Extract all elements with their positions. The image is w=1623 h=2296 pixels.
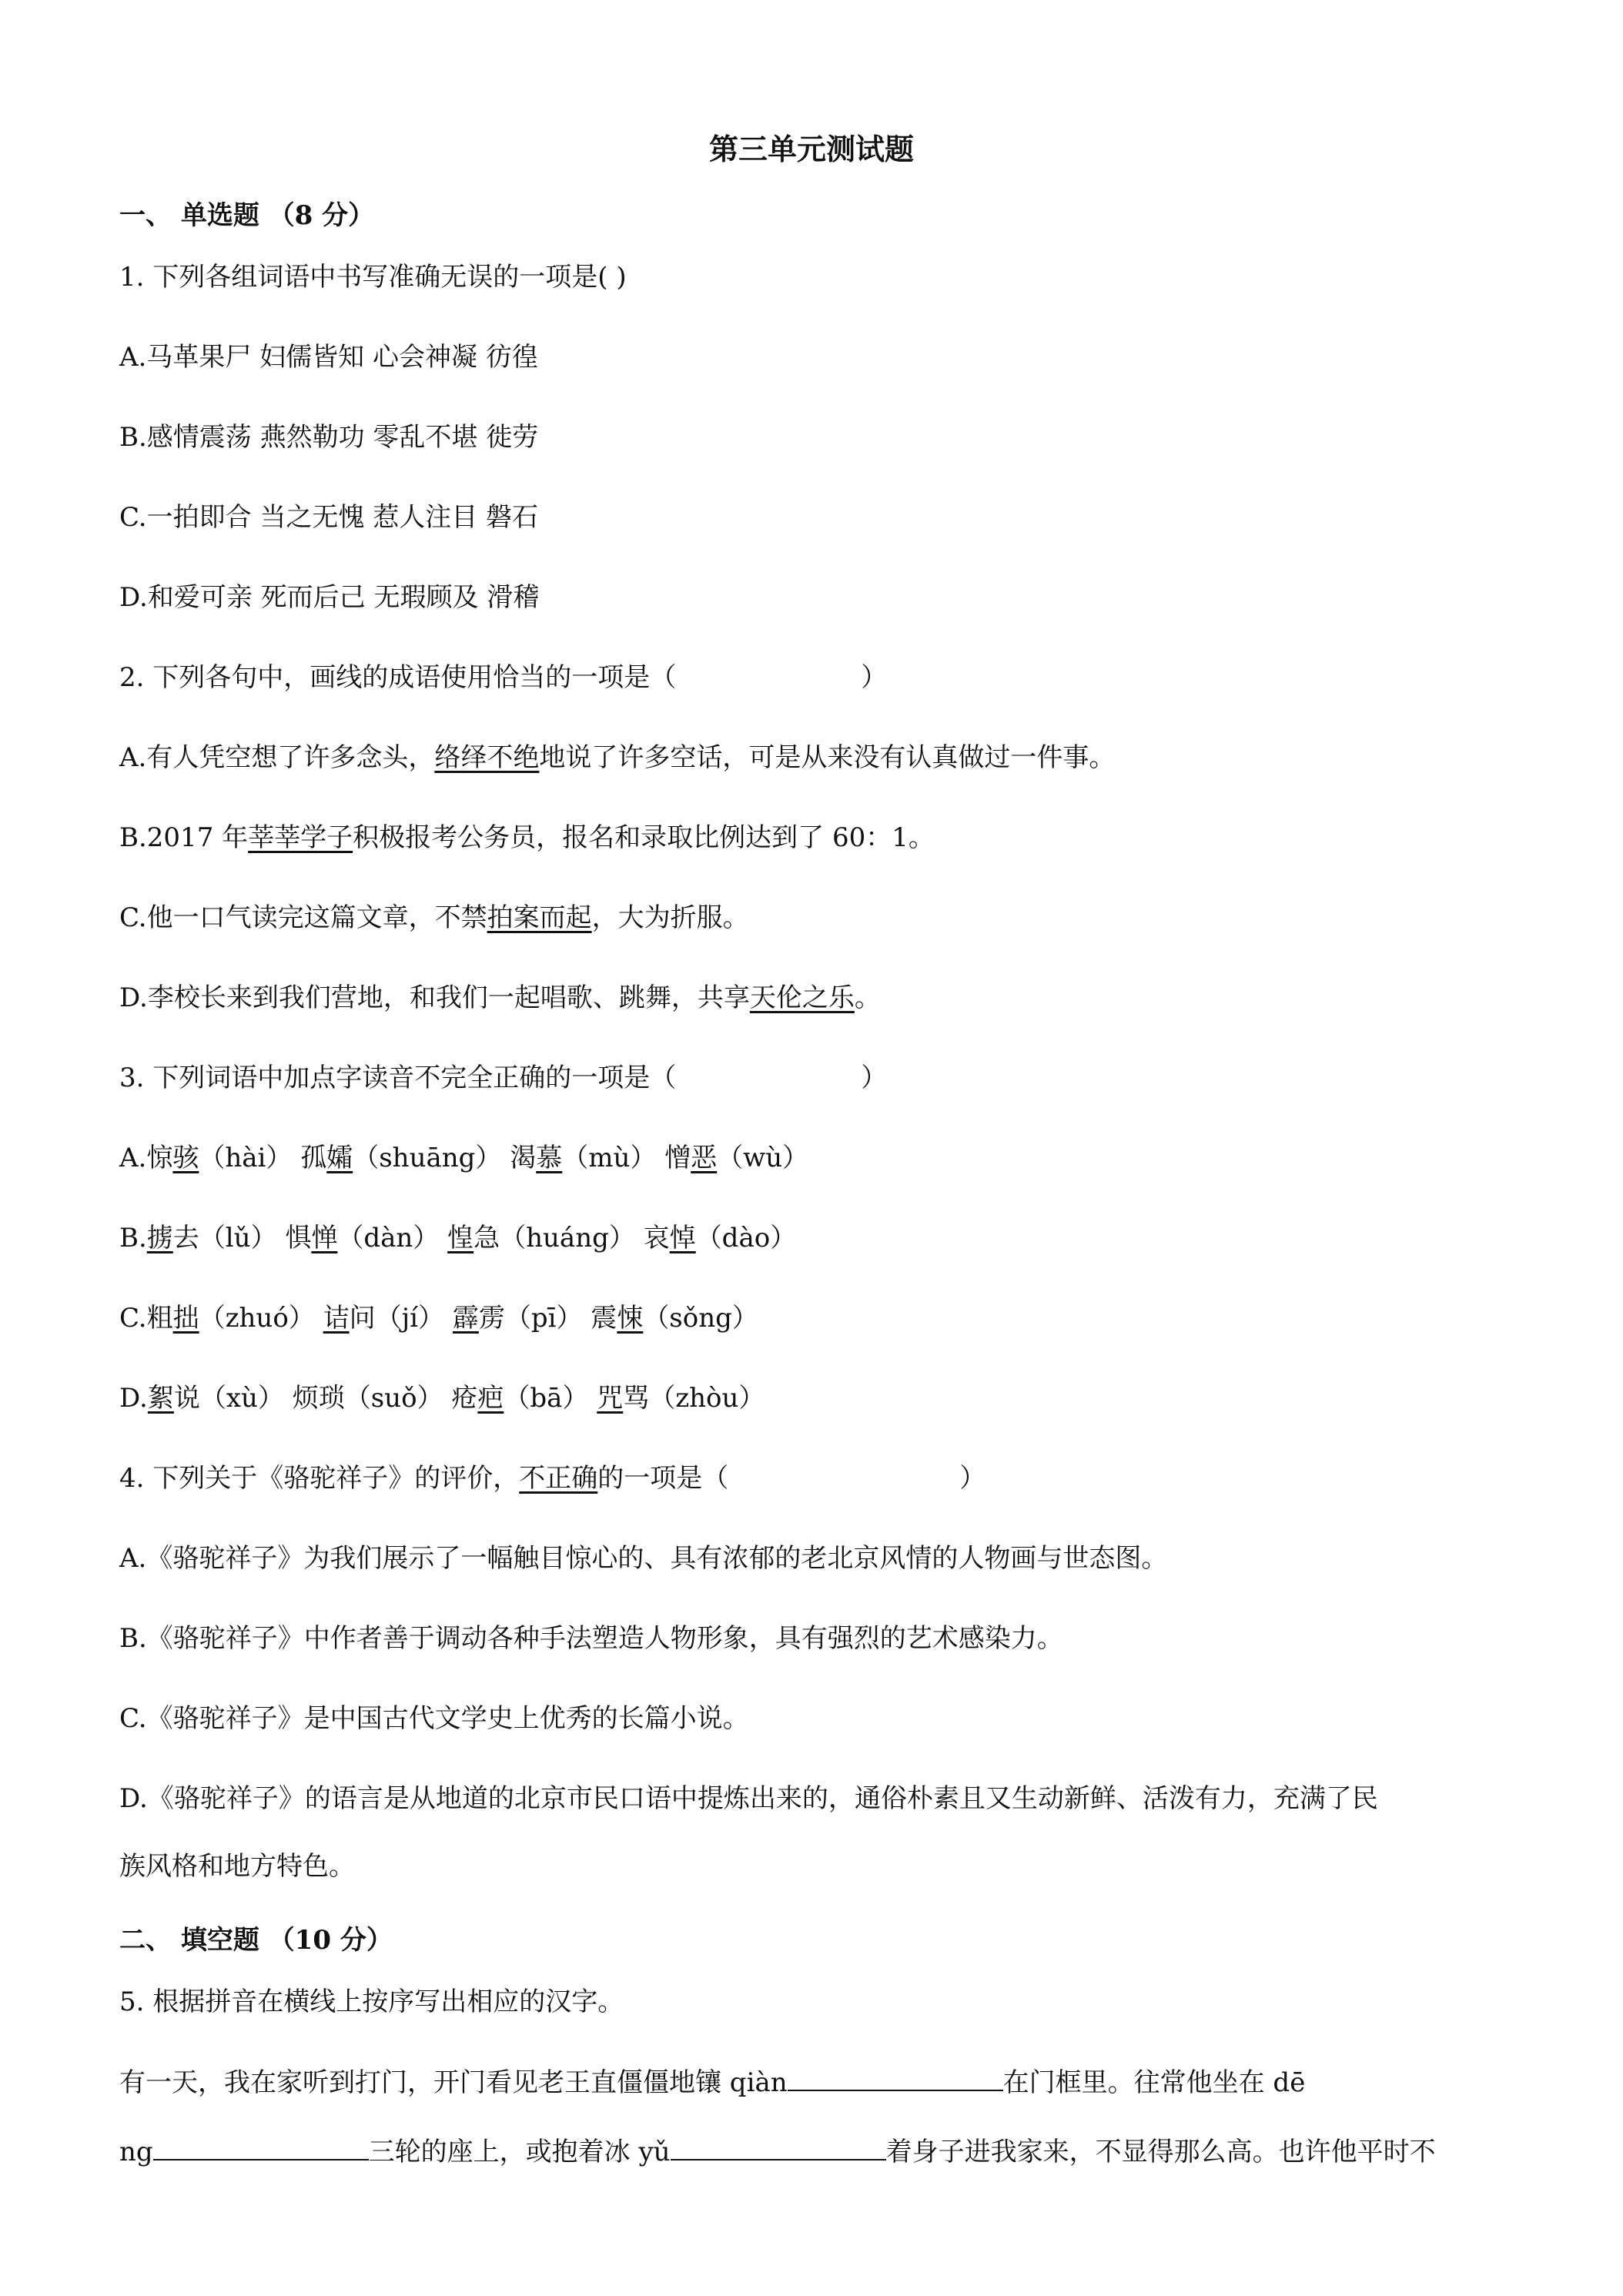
option-text: 骂（zhòu） <box>623 1383 765 1414</box>
question-2-stem-text: 2. 下列各句中，画线的成语使用恰当的一项是（ <box>119 662 677 693</box>
underlined-idiom: 拍案而起 <box>487 902 592 933</box>
fill-blank-line[interactable] <box>788 2063 1003 2091</box>
question-1-option-c: C.一拍即合 当之无愧 惹人注目 磐石 <box>119 502 539 533</box>
passage-text: 着身子进我家来，不显得那么高。也许他平时不 <box>885 2137 1436 2167</box>
dotted-character: 惶 <box>447 1223 474 1253</box>
option-text: 急（huáng） 哀 <box>474 1223 670 1253</box>
option-text: （hài） 孤 <box>199 1143 327 1173</box>
question-4-stem-text: 4. 下列关于《骆驼祥子》的评价， <box>119 1463 520 1494</box>
option-text: C.他一口气读完这篇文章，不禁 <box>119 902 487 933</box>
dotted-character: 骇 <box>172 1143 199 1173</box>
page-title: 第三单元测试题 <box>708 132 914 166</box>
option-text: 积极报考公务员，报名和录取比例达到了 60：1。 <box>353 822 935 853</box>
option-text: D.李校长来到我们营地，和我们一起唱歌、跳舞，共享 <box>119 982 750 1013</box>
question-3-option-a <box>119 1140 1505 1176</box>
dotted-character: 疤 <box>477 1383 504 1414</box>
passage-text: 三轮的座上，或抱着冰 yǔ <box>368 2137 671 2167</box>
question-2-option-d <box>119 979 1505 1016</box>
passage-text: ng <box>119 2137 153 2167</box>
question-4-option-b: B.《骆驼祥子》中作者善于调动各种手法塑造人物形象，具有强烈的艺术感染力。 <box>119 1623 1063 1654</box>
passage-text: 有一天，我在家听到打门，开门看见老王直僵僵地镶 qiàn <box>119 2067 788 2098</box>
question-1-stem: 1. 下列各组词语中书写准确无误的一项是( ) <box>119 262 627 293</box>
question-4-option-c: C.《骆驼祥子》是中国古代文学史上优秀的长篇小说。 <box>119 1703 749 1734</box>
dotted-character: 孀 <box>326 1143 353 1173</box>
question-2-option-c <box>119 899 1505 936</box>
question-4-stem <box>119 1460 1505 1497</box>
dotted-character: 惮 <box>311 1223 338 1253</box>
option-text: （dào） <box>695 1223 797 1253</box>
question-4-stem-text: 的一项是（ <box>597 1463 729 1494</box>
option-text: 问（jí） <box>349 1303 453 1334</box>
dotted-character: 悼 <box>669 1223 696 1253</box>
dotted-character: 咒 <box>597 1383 624 1414</box>
section-heading-single-choice: 一、 单选题 （8 分） <box>119 200 375 231</box>
question-4-option-d-line1: D.《骆驼祥子》的语言是从地道的北京市民口语中提炼出来的，通俗朴素且又生动新鲜、活泼有力，充满了民 <box>119 1783 1378 1814</box>
dotted-character: 霹 <box>452 1303 479 1334</box>
option-text: 说（xù） 烦琐（suǒ） 疮 <box>173 1383 478 1414</box>
question-2-stem-close: ） <box>861 662 888 693</box>
dotted-character: 悚 <box>617 1303 644 1334</box>
question-1-option-a: A.马革果尸 妇儒皆知 心会神凝 彷徨 <box>119 342 538 373</box>
option-text: A.有人凭空想了许多念头， <box>119 742 435 773</box>
question-1-option-d: D.和爱可亲 死而后己 无瑕顾及 滑稽 <box>119 582 540 613</box>
dotted-character: 慕 <box>536 1143 563 1173</box>
option-text: （wù） <box>717 1143 809 1173</box>
question-3-stem <box>119 1059 1505 1096</box>
option-text: B. <box>119 1223 147 1253</box>
fill-blank-line[interactable] <box>671 2133 886 2160</box>
option-text: 地说了许多空话，可是从来没有认真做过一件事。 <box>539 742 1116 773</box>
question-2-option-b <box>119 819 1505 856</box>
option-text: ，大为折服。 <box>591 902 749 933</box>
question-3-stem-close: ） <box>861 1063 888 1093</box>
question-2-option-a <box>119 739 1505 776</box>
option-text: （sǒng） <box>643 1303 758 1334</box>
question-3-option-c <box>119 1300 1505 1337</box>
passage-text: 在门框里。往常他坐在 dē <box>1002 2067 1306 2098</box>
option-text: 去（lǔ） 惧 <box>172 1223 312 1253</box>
dotted-character: 絮 <box>147 1383 174 1414</box>
underlined-idiom: 天伦之乐 <box>749 982 855 1013</box>
underlined-keyword: 不正确 <box>519 1463 598 1494</box>
option-text: 。 <box>854 982 881 1013</box>
underlined-idiom: 络绎不绝 <box>434 742 540 773</box>
option-text: （zhuó） <box>199 1303 323 1334</box>
option-text: C.粗 <box>119 1303 173 1334</box>
fill-blank-line[interactable] <box>153 2133 369 2160</box>
option-text: A.惊 <box>119 1143 173 1173</box>
dotted-character: 掳 <box>146 1223 173 1253</box>
question-4-option-a: A.《骆驼祥子》为我们展示了一幅触目惊心的、具有浓郁的老北京风情的人物画与世态图。 <box>119 1543 1168 1574</box>
dotted-character: 拙 <box>172 1303 199 1334</box>
dotted-character: 诘 <box>323 1303 350 1334</box>
dotted-character: 恶 <box>691 1143 718 1173</box>
option-text: （dàn） <box>337 1223 448 1253</box>
question-5-passage-line2 <box>119 2133 1505 2170</box>
question-2-stem <box>119 659 1505 696</box>
question-3-option-b <box>119 1220 1505 1257</box>
underlined-idiom: 莘莘学子 <box>248 822 353 853</box>
question-1-option-b: B.感情震荡 燕然勒功 零乱不堪 徙劳 <box>119 422 539 453</box>
option-text: D. <box>119 1383 148 1414</box>
option-text: B.2017 年 <box>119 822 249 853</box>
option-text: （shuāng） 渴 <box>353 1143 537 1173</box>
question-3-option-d <box>119 1380 1505 1417</box>
question-4-stem-close: ） <box>959 1463 986 1494</box>
section-heading-fill-blank: 二、 填空题 （10 分） <box>119 1925 393 1956</box>
question-5-passage-line1 <box>119 2063 1505 2101</box>
option-text: （bā） <box>504 1383 597 1414</box>
option-text: 雳（pī） 震 <box>478 1303 617 1334</box>
question-4-option-d-line2: 族风格和地方特色。 <box>119 1851 355 1882</box>
option-text: （mù） 憎 <box>562 1143 691 1173</box>
question-5-stem: 5. 根据拼音在横线上按序写出相应的汉字。 <box>119 1986 624 2017</box>
question-3-stem-text: 3. 下列词语中加点字读音不完全正确的一项是（ <box>119 1063 677 1093</box>
